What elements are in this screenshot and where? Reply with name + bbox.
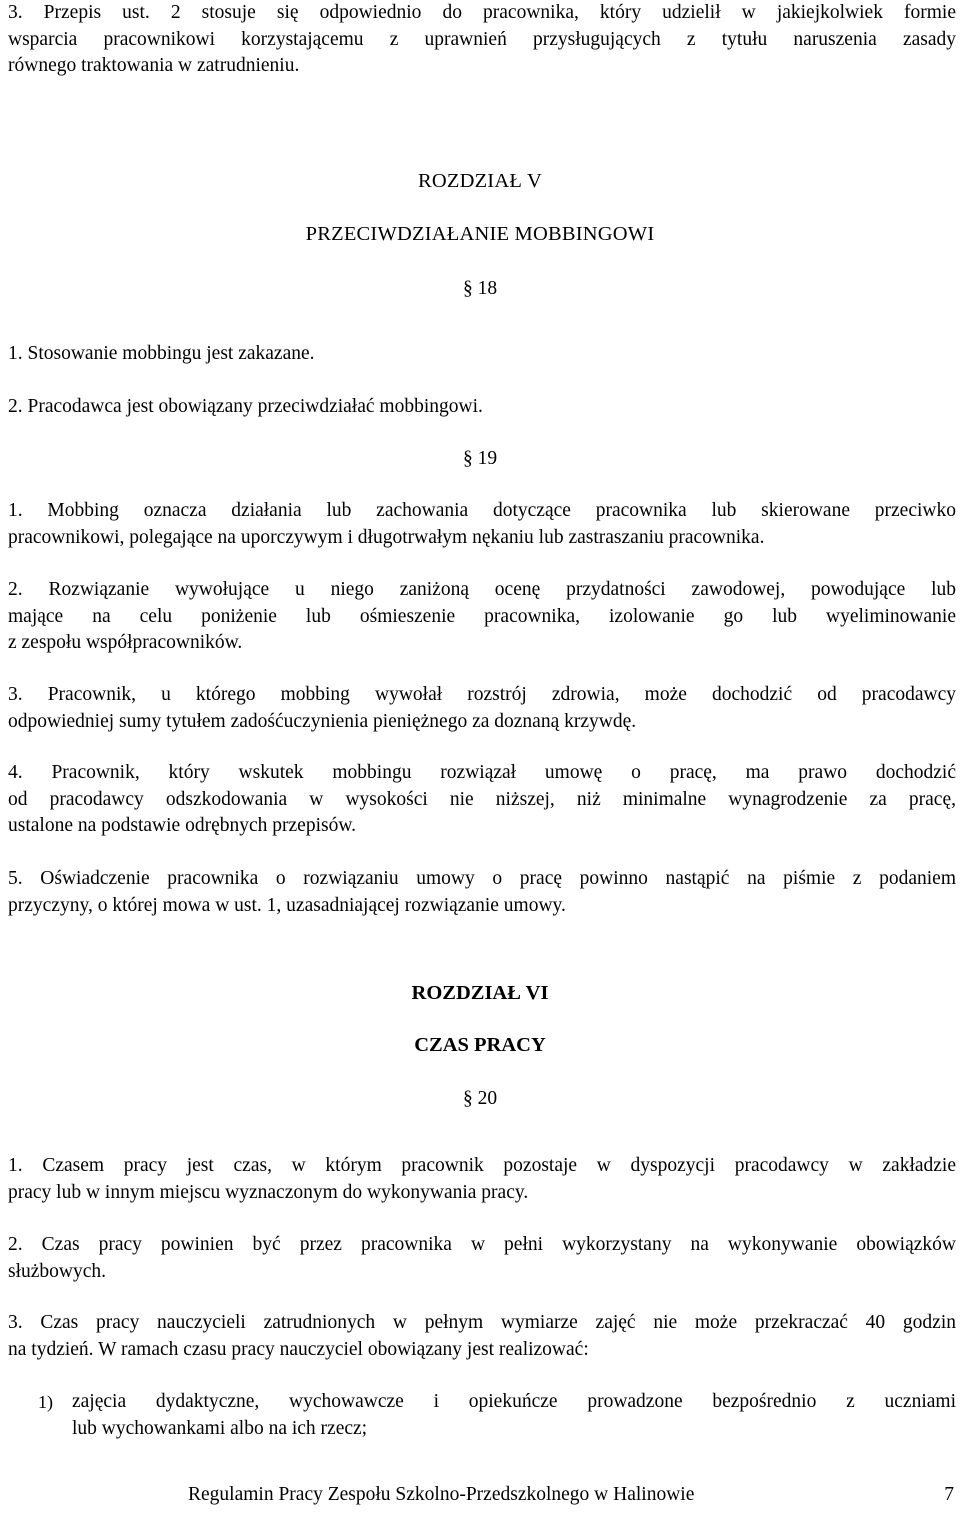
text-line: 2. Rozwiązanie wywołujące u niego zaniżoną ocenę przydatności zawodowej, powodujące lub (8, 579, 956, 600)
list-item-number: 1) (38, 1392, 53, 1412)
paragraph (8, 341, 956, 368)
chapter-subtitle: CZAS PRACY (414, 1034, 546, 1056)
section-label: § 19 (462, 448, 498, 469)
paragraph (8, 1153, 956, 1206)
paragraph (8, 498, 956, 551)
paragraph (8, 577, 956, 657)
section-label: § 18 (462, 278, 498, 299)
text-line: 2. Pracodawca jest obowiązany przeciwdziałać mobbingowi. (8, 396, 483, 417)
paragraph (8, 682, 956, 735)
paragraph-continuation (8, 0, 956, 80)
text-line: równego traktowania w zatrudnieniu. (8, 55, 300, 76)
text-line: ustalone na podstawie odrębnych przepisów. (8, 815, 357, 836)
text-line: przyczyny, o której mowa w ust. 1, uzasadniającej rozwiązanie umowy. (8, 894, 566, 916)
chapter-subtitle: PRZECIWDZIAŁANIE MOBBINGOWI (305, 223, 655, 245)
text-line: odpowiedniej sumy tytułem zadośćuczynienia pieniężnego za doznaną krzywdę. (8, 710, 637, 732)
paragraph (8, 1310, 956, 1363)
text-line: wsparcia pracownikowi korzystającemu z uprawnień przysługujących z tytułu naruszenia zasady (8, 28, 956, 50)
chapter-title: ROZDZIAŁ V (417, 170, 543, 192)
text-line: 3. Przepis ust. 2 stosuje się odpowiednio do pracownika, który udzielił w jakiejkolwiek formie (8, 2, 956, 23)
text-line: 1. Mobbing oznacza działania lub zachowania dotyczące pracownika lub skierowane przeciwko (8, 500, 956, 521)
text-line: 4. Pracownik, który wskutek mobbingu rozwiązał umowę o pracę, ma prawo dochodzić (8, 762, 956, 783)
text-line: na tydzień. W ramach czasu pracy nauczyciel obowiązany jest realizować: (8, 1338, 589, 1360)
paragraph (8, 760, 956, 840)
text-line: 1. Stosowanie mobbingu jest zakazane. (8, 343, 315, 364)
list-item (38, 1389, 956, 1442)
text-line: 3. Czas pracy nauczycieli zatrudnionych w pełnym wymiarze zajęć nie może przekraczać 40 godzin (8, 1312, 956, 1333)
text-line: 5. Oświadczenie pracownika o rozwiązaniu umowy o pracę powinno nastąpić na piśmie z podaniem (8, 868, 956, 889)
page-number: 7 (944, 1484, 954, 1505)
text-line: od pracodawcy odszkodowania w wysokości nie niższej, niż minimalne wynagrodzenie za pracę, (8, 788, 956, 810)
text-line: z zespołu współpracowników. (8, 632, 243, 653)
text-line: zajęcia dydaktyczne, wychowawcze i opiekuńcze prowadzone bezpośrednio z uczniami (72, 1391, 956, 1412)
paragraph (8, 1232, 956, 1285)
text-line: pracy lub w innym miejscu wyznaczonym do wykonywania pracy. (8, 1181, 529, 1203)
text-line: 3. Pracownik, u którego mobbing wywołał rozstrój zdrowia, może dochodzić od pracodawcy (8, 684, 956, 705)
paragraph (8, 866, 956, 919)
text-line: lub wychowankami albo na ich rzecz; (72, 1417, 368, 1439)
section-label: § 20 (462, 1088, 498, 1109)
paragraph (8, 394, 956, 421)
footer-title: Regulamin Pracy Zespołu Szkolno-Przedszkolnego w Halinowie (188, 1484, 695, 1505)
text-line: mające na celu poniżenie lub ośmieszenie pracownika, izolowanie go lub wyeliminowanie (8, 605, 956, 627)
text-line: służbowych. (8, 1260, 107, 1282)
text-line: 2. Czas pracy powinien być przez pracownika w pełni wykorzystany na wykonywanie obowiązków (8, 1234, 956, 1255)
text-line: pracownikowi, polegające na uporczywym i długotrwałym nękaniu lub zastraszaniu pracownika. (8, 526, 765, 548)
chapter-title: ROZDZIAŁ VI (411, 982, 549, 1004)
text-line: 1. Czasem pracy jest czas, w którym pracownik pozostaje w dyspozycji pracodawcy w zakładzie (8, 1155, 956, 1176)
page-footer (188, 1484, 958, 1506)
